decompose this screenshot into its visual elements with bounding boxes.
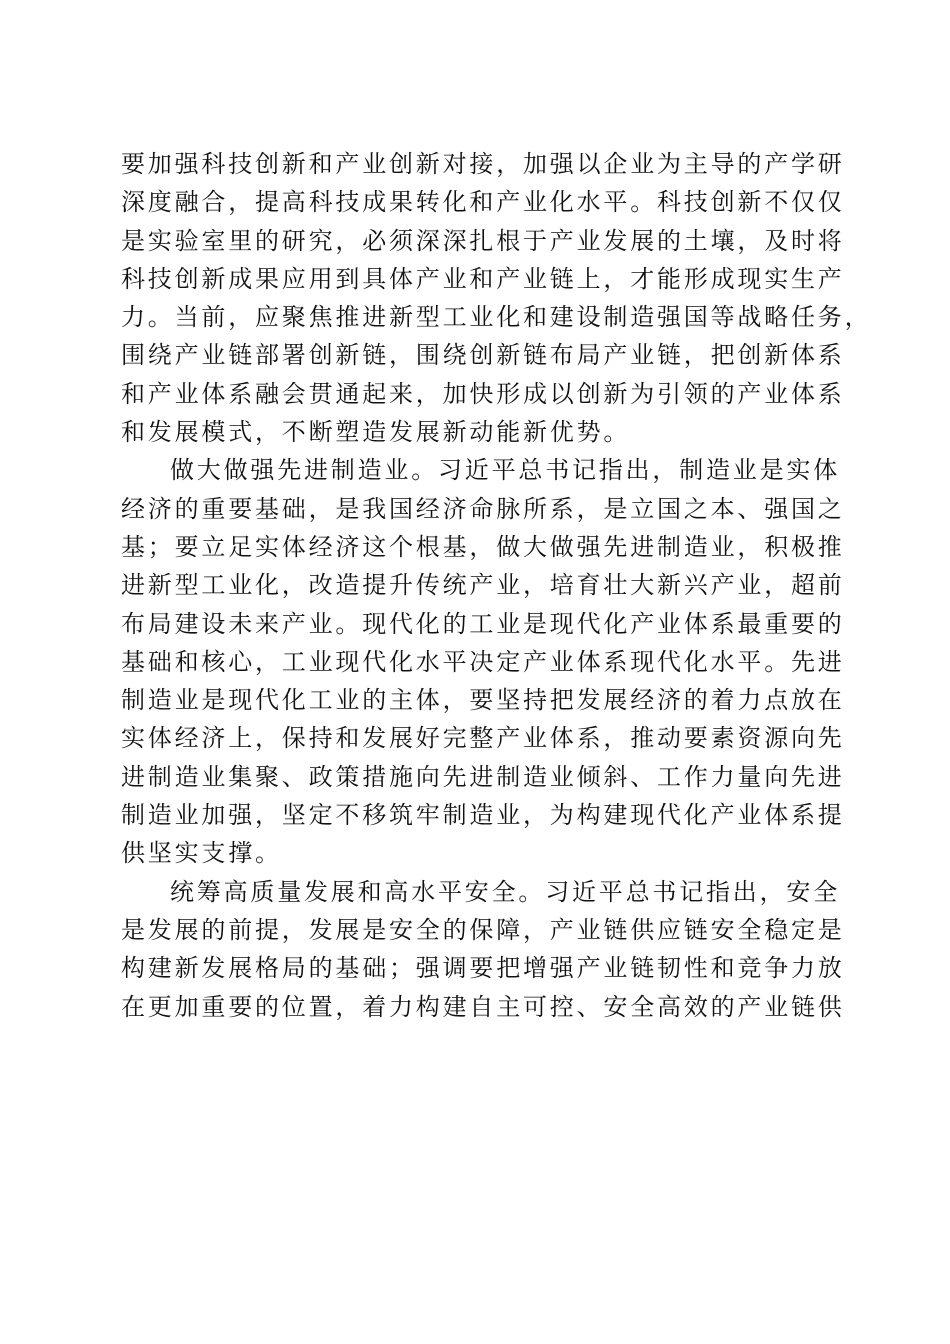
text-line: 力。当前，应聚焦推进新型工业化和建设制造强国等战略任务，	[121, 303, 872, 332]
text-line: 是实验室里的研究，必须深深扎根于产业发展的土壤，及时将	[121, 226, 845, 255]
text-line: 基础和核心，工业现代化水平决定产业体系现代化水平。先进	[121, 647, 845, 676]
text-line-first: 统筹高质量发展和高水平安全。习近平总书记指出，安全	[170, 877, 840, 906]
text-line: 构建新发展格局的基础；强调要把增强产业链韧性和竞争力放	[121, 954, 845, 983]
text-line: 实体经济上，保持和发展好完整产业体系，推动要素资源向先	[121, 724, 845, 753]
document-body	[121, 145, 872, 1026]
text-line: 基；要立足实体经济这个根基，做大做强先进制造业，积极推	[121, 532, 845, 561]
text-line: 要加强科技创新和产业创新对接，加强以企业为主导的产学研	[121, 150, 845, 178]
text-line: 和产业体系融会贯通起来，加快形成以创新为引领的产业体系	[121, 379, 845, 408]
text-line: 制造业是现代化工业的主体，要坚持把发展经济的着力点放在	[121, 686, 845, 715]
paragraph-development-security	[121, 873, 845, 1026]
text-line: 制造业加强，坚定不移筑牢制造业，为构建现代化产业体系提	[121, 801, 845, 830]
paragraph-advanced-manufacturing	[121, 451, 845, 872]
text-line: 深度融合，提高科技成果转化和产业化水平。科技创新不仅仅	[121, 188, 845, 217]
text-line: 供坚实支撑。	[121, 839, 282, 868]
text-line: 进新型工业化，改造提升传统产业，培育壮大新兴产业，超前	[121, 571, 845, 600]
text-line: 在更加重要的位置，着力构建自主可控、安全高效的产业链供	[121, 992, 845, 1021]
text-line: 经济的重要基础，是我国经济命脉所系，是立国之本、强国之	[121, 494, 845, 523]
text-line: 是发展的前提，发展是安全的保障，产业链供应链安全稳定是	[121, 915, 845, 944]
text-line: 围绕产业链部署创新链，围绕创新链布局产业链，把创新体系	[121, 341, 845, 370]
text-line: 进制造业集聚、政策措施向先进制造业倾斜、工作力量向先进	[121, 762, 845, 791]
text-line: 科技创新成果应用到具体产业和产业链上，才能形成现实生产	[121, 264, 845, 293]
text-line: 布局建设未来产业。现代化的工业是现代化产业体系最重要的	[121, 609, 845, 638]
paragraph-continuation	[121, 145, 872, 451]
text-line-first: 做大做强先进制造业。习近平总书记指出，制造业是实体	[170, 456, 840, 485]
text-line: 和发展模式，不断塑造发展新动能新优势。	[121, 418, 631, 447]
